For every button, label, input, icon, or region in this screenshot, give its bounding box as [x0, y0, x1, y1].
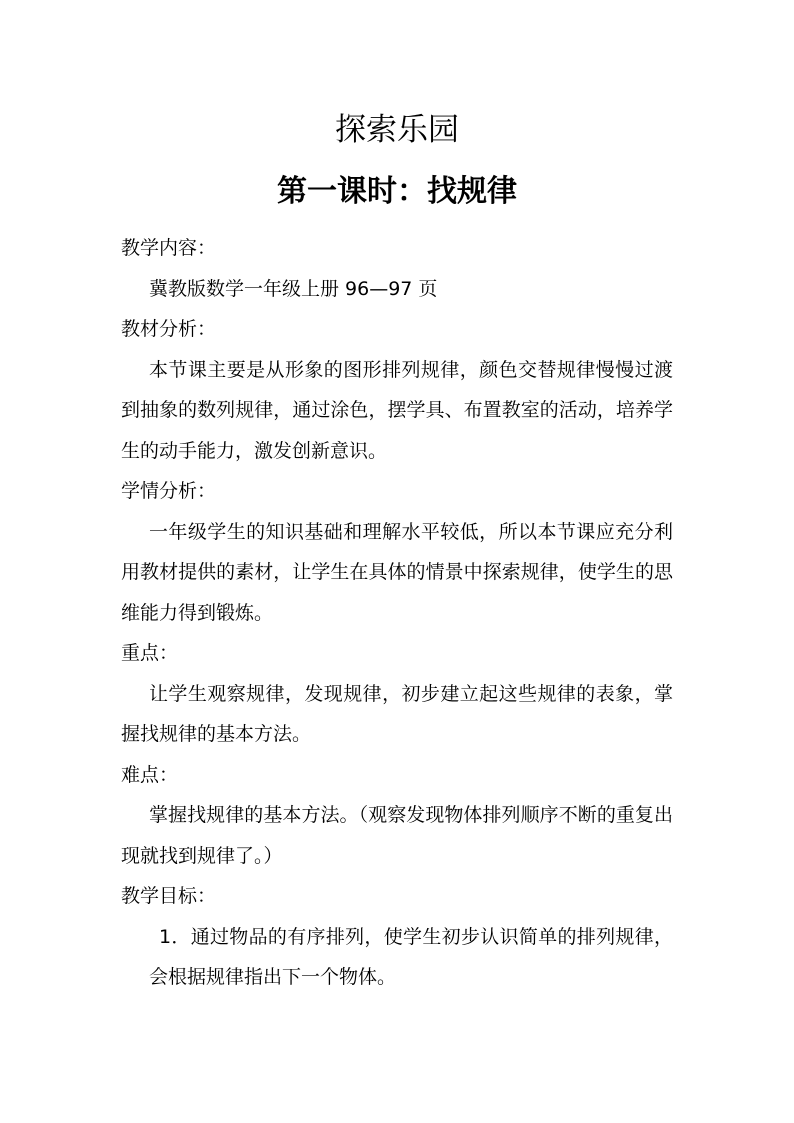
- section-heading-student-analysis: 学情分析：: [121, 480, 217, 502]
- section-text-textbook-analysis: 本节课主要是从形象的图形排列规律，颜色交替规律慢慢过渡到抽象的数列规律，通过涂色，摆学具、布置教室的活动，培养学生的动手能力，激发创新意识。: [121, 358, 673, 462]
- section-text-student-analysis: 一年级学生的知识基础和理解水平较低，所以本节课应充分利用教材提供的素材，让学生在具体的情景中探索规律，使学生的思维能力得到锻炼。: [121, 520, 673, 624]
- section-heading-textbook-analysis: 教材分析：: [121, 318, 217, 340]
- section-text-key-point: 让学生观察规律，发现规律，初步建立起这些规律的表象，掌握找规律的基本方法。: [121, 682, 673, 745]
- document-title: 探索乐园: [335, 112, 459, 148]
- section-heading-content: 教学内容：: [121, 237, 217, 259]
- document-body: [121, 228, 673, 998]
- objective-item-1: 1．通过物品的有序排列，使学生初步认识简单的排列规律，会根据规律指出下一个物体。: [149, 925, 673, 988]
- section-text-difficulty: 掌握找规律的基本方法。（观察发现物体排列顺序不断的重复出现就找到规律了。）: [121, 804, 673, 867]
- lesson-subtitle: 第一课时：找规律: [277, 174, 517, 209]
- section-heading-key-point: 重点：: [121, 642, 179, 664]
- section-text-content: 冀教版数学一年级上册 96—97 页: [149, 277, 438, 300]
- section-heading-difficulty: 难点：: [121, 763, 179, 786]
- section-heading-objectives: 教学目标：: [121, 885, 217, 907]
